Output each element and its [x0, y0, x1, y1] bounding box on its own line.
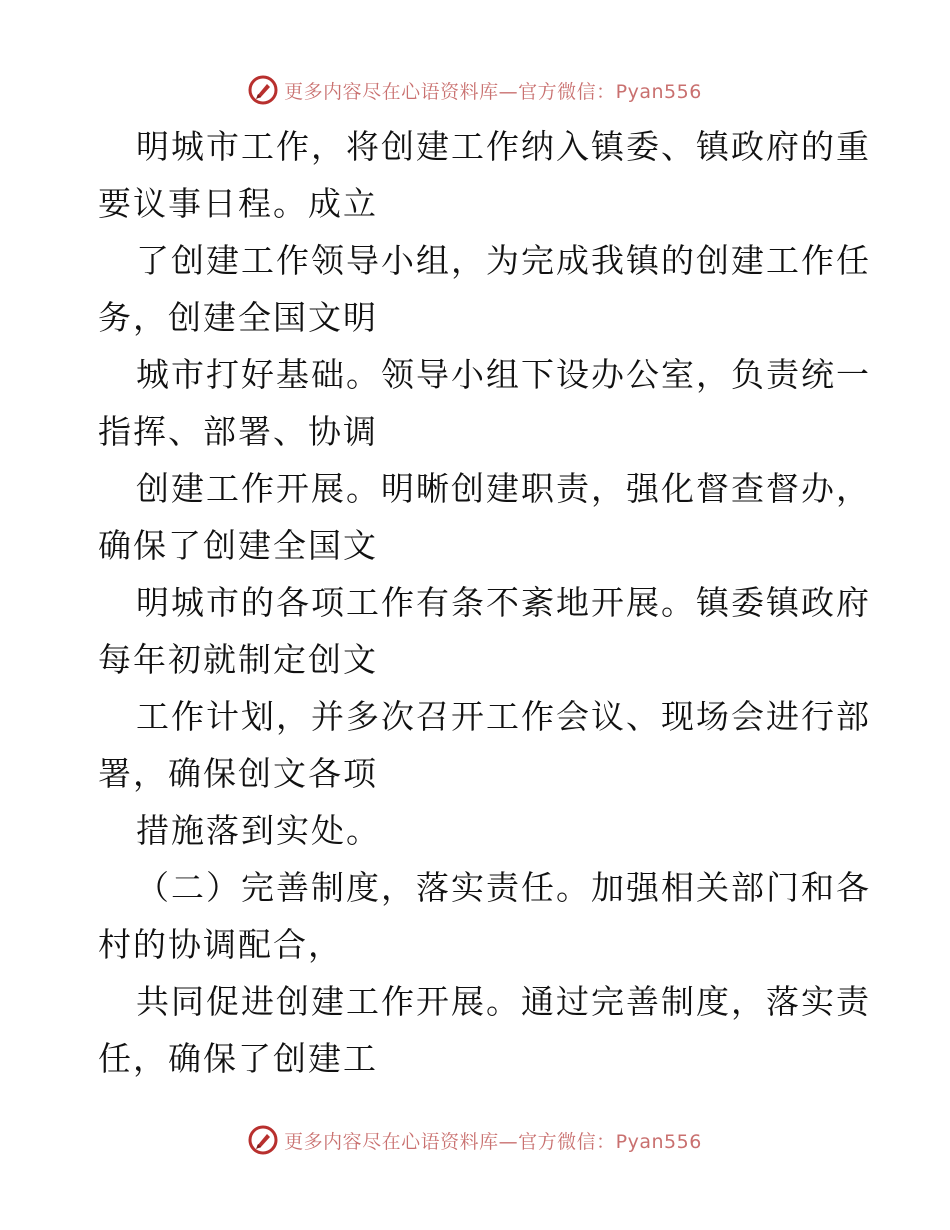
footer-banner [0, 1120, 950, 1160]
paragraph-line [98, 688, 871, 802]
line-first: 了创建工作领导小组，为完成我镇的创建工作任 [136, 241, 871, 280]
pen-logo-icon [248, 1125, 278, 1155]
line-second: 署，确保创文各项 [98, 754, 378, 793]
line-second: 每年初就制定创文 [98, 640, 378, 679]
line-first: 明城市的各项工作有条不紊地开展。镇委镇政府 [136, 583, 871, 622]
line-second: 确保了创建全国文 [98, 526, 378, 565]
line-first: （二）完善制度，落实责任。加强相关部门和各 [136, 868, 871, 907]
pen-logo-icon [248, 75, 278, 105]
paragraph-line [98, 859, 871, 973]
line-first: 明城市工作，将创建工作纳入镇委、镇政府的重 [136, 127, 871, 166]
line-first: 工作计划，并多次召开工作会议、现场会进行部 [136, 697, 871, 736]
paragraph-line [98, 973, 871, 1087]
line-second: 任，确保了创建工 [98, 1039, 378, 1078]
line-first: 共同促进创建工作开展。通过完善制度，落实责 [136, 982, 871, 1021]
footer-banner-text: 更多内容尽在心语资料库—官方微信：Pyan556 [284, 1130, 702, 1153]
document-body [98, 118, 871, 1087]
line-first: 创建工作开展。明晰创建职责，强化督查督办， [136, 469, 871, 508]
line-second: 村的协调配合， [98, 925, 343, 964]
paragraph-line [98, 460, 871, 574]
header-banner-text: 更多内容尽在心语资料库—官方微信：Pyan556 [284, 80, 702, 103]
line-second: 指挥、部署、协调 [98, 412, 378, 451]
line-second: 务，创建全国文明 [98, 298, 378, 337]
line-first: 城市打好基础。领导小组下设办公室，负责统一 [136, 355, 871, 394]
paragraph-line [98, 346, 871, 460]
paragraph-line [98, 802, 858, 859]
paragraph-line [98, 118, 871, 232]
line-first: 措施落到实处。 [136, 811, 381, 850]
paragraph-line [98, 574, 871, 688]
header-banner [0, 70, 950, 110]
line-second: 要议事日程。成立 [98, 184, 378, 223]
paragraph-line [98, 232, 871, 346]
